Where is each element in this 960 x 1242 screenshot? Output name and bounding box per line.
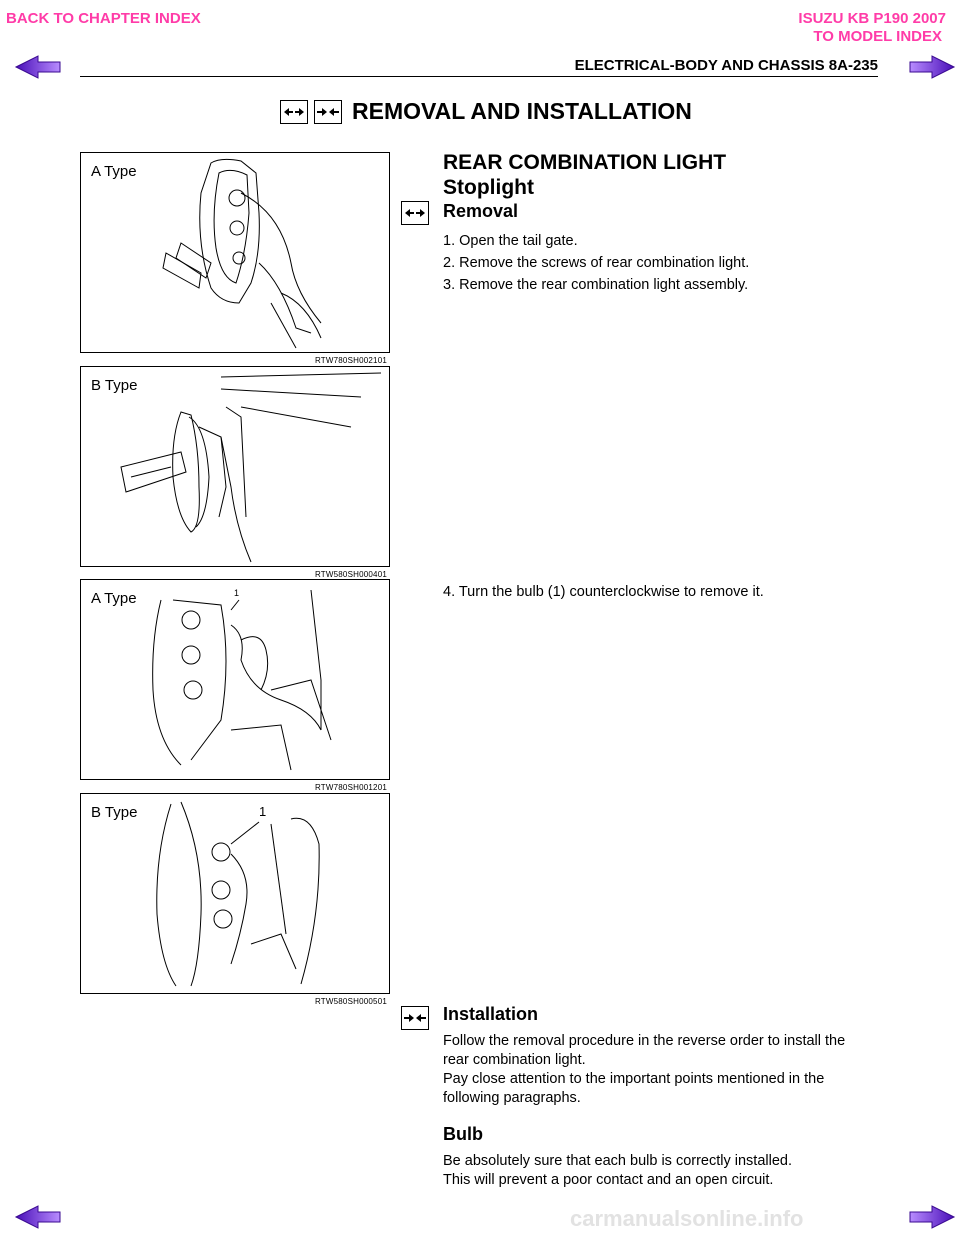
figure-code: RTW780SH001201 [314,783,387,792]
figure-b-type-bulb [80,793,390,1006]
figure-label: A Type [91,163,137,180]
installation-symbol-icon [314,100,342,124]
figure-code: RTW580SH000401 [314,570,387,579]
figure-b-type-light [80,366,390,579]
next-page-arrow-icon[interactable] [908,54,956,80]
section-title: REAR COMBINATION LIGHT [443,151,727,174]
callout-number: 1 [259,804,267,819]
to-model-index-link[interactable]: TO MODEL INDEX [813,28,942,45]
installation-symbol-icon [401,1006,429,1030]
figure-code: RTW780SH002101 [314,356,387,365]
bulb-heading: Bulb [443,1124,483,1144]
previous-page-arrow-icon[interactable] [14,1204,62,1230]
installation-line: Follow the removal procedure in the reverse order to install the [443,1033,846,1049]
installation-line: following paragraphs. [443,1090,581,1106]
removal-symbol-icon [280,100,308,124]
figure-label: A Type [91,590,137,607]
removal-step: 1. Open the tail gate. [443,233,578,249]
removal-symbol-icon [401,201,429,225]
installation-heading: Installation [443,1004,539,1024]
installation-line: rear combination light. [443,1052,586,1068]
removal-step: 3. Remove the rear combination light assembly. [443,277,749,293]
model-title: ISUZU KB P190 2007 [798,10,946,27]
callout-number: 1 [234,588,240,598]
next-page-arrow-icon[interactable] [908,1204,956,1230]
figure-a-type-bulb [80,579,390,792]
back-to-chapter-index-link[interactable]: BACK TO CHAPTER INDEX [6,10,201,27]
figure-label: B Type [91,377,138,394]
removal-step: 4. Turn the bulb (1) counterclockwise to remove it. [443,584,764,600]
removal-step: 2. Remove the screws of rear combination light. [443,255,750,271]
section-subtitle: Stoplight [443,176,534,199]
figure-a-type-light [80,152,390,365]
page-header: ELECTRICAL-BODY AND CHASSIS 8A-235 [574,57,878,74]
figure-code: RTW580SH000501 [314,997,387,1006]
watermark: carmanualsonline.info [570,1206,804,1231]
figure-label: B Type [91,804,138,821]
previous-page-arrow-icon[interactable] [14,54,62,80]
bulb-line: This will prevent a poor contact and an open circuit. [443,1172,774,1188]
page-title: REMOVAL AND INSTALLATION [352,98,692,124]
removal-heading: Removal [443,201,519,221]
bulb-line: Be absolutely sure that each bulb is correctly installed. [443,1153,792,1169]
installation-line: Pay close attention to the important points mentioned in the [443,1071,825,1087]
header-rule [80,76,878,77]
